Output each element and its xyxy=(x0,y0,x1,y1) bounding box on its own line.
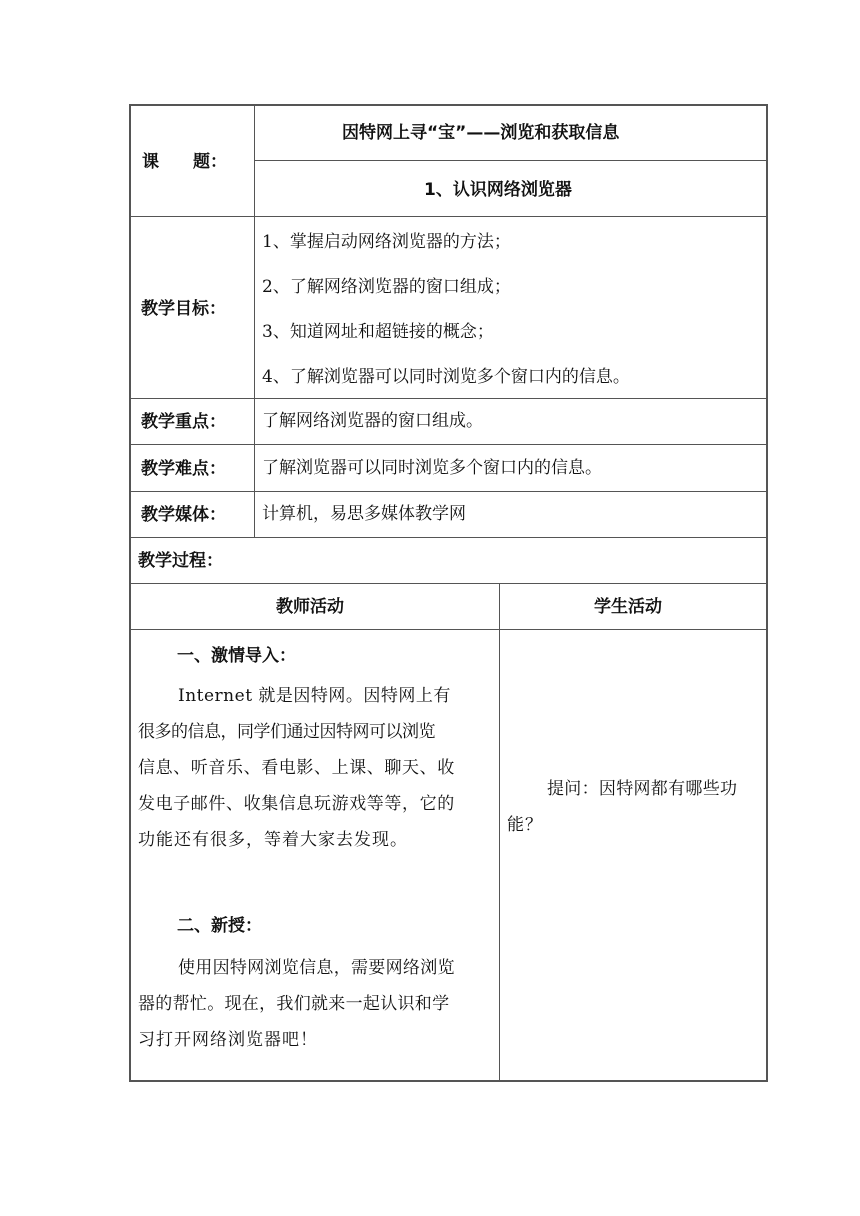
teacher-activity-header: 教师活动 xyxy=(276,597,344,617)
section-heading: 一、激情导入： xyxy=(177,646,296,666)
row-line-headers xyxy=(131,629,766,630)
objectives-label: 教学目标： xyxy=(141,299,226,319)
section-heading: 二、新授： xyxy=(177,916,262,936)
paragraph-line: 功能还有很多，等着大家去发现。 xyxy=(138,830,408,850)
media-text: 计算机，易思多媒体教学网 xyxy=(262,504,466,524)
student-paragraph xyxy=(507,771,763,843)
focus-text: 了解网络浏览器的窗口组成。 xyxy=(262,411,483,431)
paragraph-line: 能？ xyxy=(507,815,543,835)
difficulty-text: 了解浏览器可以同时浏览多个窗口内的信息。 xyxy=(262,458,602,478)
paragraph-line: 很多的信息，同学们通过因特网可以浏览 xyxy=(138,722,435,742)
row-line-focus xyxy=(131,444,766,445)
objective-item: 3、知道网址和超链接的概念； xyxy=(262,322,494,342)
paragraph-line: Internet 就是因特网。因特网上有 xyxy=(178,686,451,706)
label-column-divider xyxy=(254,106,255,538)
row-line-objectives xyxy=(131,398,766,399)
objective-item: 4、了解浏览器可以同时浏览多个窗口内的信息。 xyxy=(262,367,630,387)
paragraph-line: 提问：因特网都有哪些功 xyxy=(547,779,738,799)
paragraph-line: 信息、听音乐、看电影、上课、聊天、收 xyxy=(138,758,455,778)
objective-item: 2、了解网络浏览器的窗口组成； xyxy=(262,277,511,297)
activity-column-divider xyxy=(499,583,500,1082)
teacher-paragraph-new-lesson xyxy=(138,950,496,1058)
objective-item: 1、掌握启动网络浏览器的方法； xyxy=(262,232,511,252)
student-activity-header: 学生活动 xyxy=(594,597,662,617)
topic-split-line xyxy=(254,160,766,161)
lesson-plan-table xyxy=(129,104,768,1082)
teacher-paragraph-intro xyxy=(138,678,496,858)
focus-label: 教学重点： xyxy=(141,412,226,432)
process-label: 教学过程： xyxy=(138,551,223,571)
topic-subtitle: 1、认识网络浏览器 xyxy=(424,180,572,200)
topic-label: 课 题： xyxy=(142,152,227,172)
row-line-media xyxy=(131,537,766,538)
media-label: 教学媒体： xyxy=(141,505,226,525)
paragraph-line: 器的帮忙。现在，我们就来一起认识和学 xyxy=(138,994,450,1014)
paragraph-line: 习打开网络浏览器吧！ xyxy=(138,1030,318,1050)
row-line-difficulty xyxy=(131,491,766,492)
row-line-process xyxy=(131,583,766,584)
row-line-topic xyxy=(131,216,766,217)
paragraph-line: 使用因特网浏览信息，需要网络浏览 xyxy=(178,958,455,978)
difficulty-label: 教学难点： xyxy=(141,459,226,479)
topic-title: 因特网上寻“宝”——浏览和获取信息 xyxy=(342,123,620,143)
paragraph-line: 发电子邮件、收集信息玩游戏等等，它的 xyxy=(138,794,455,814)
